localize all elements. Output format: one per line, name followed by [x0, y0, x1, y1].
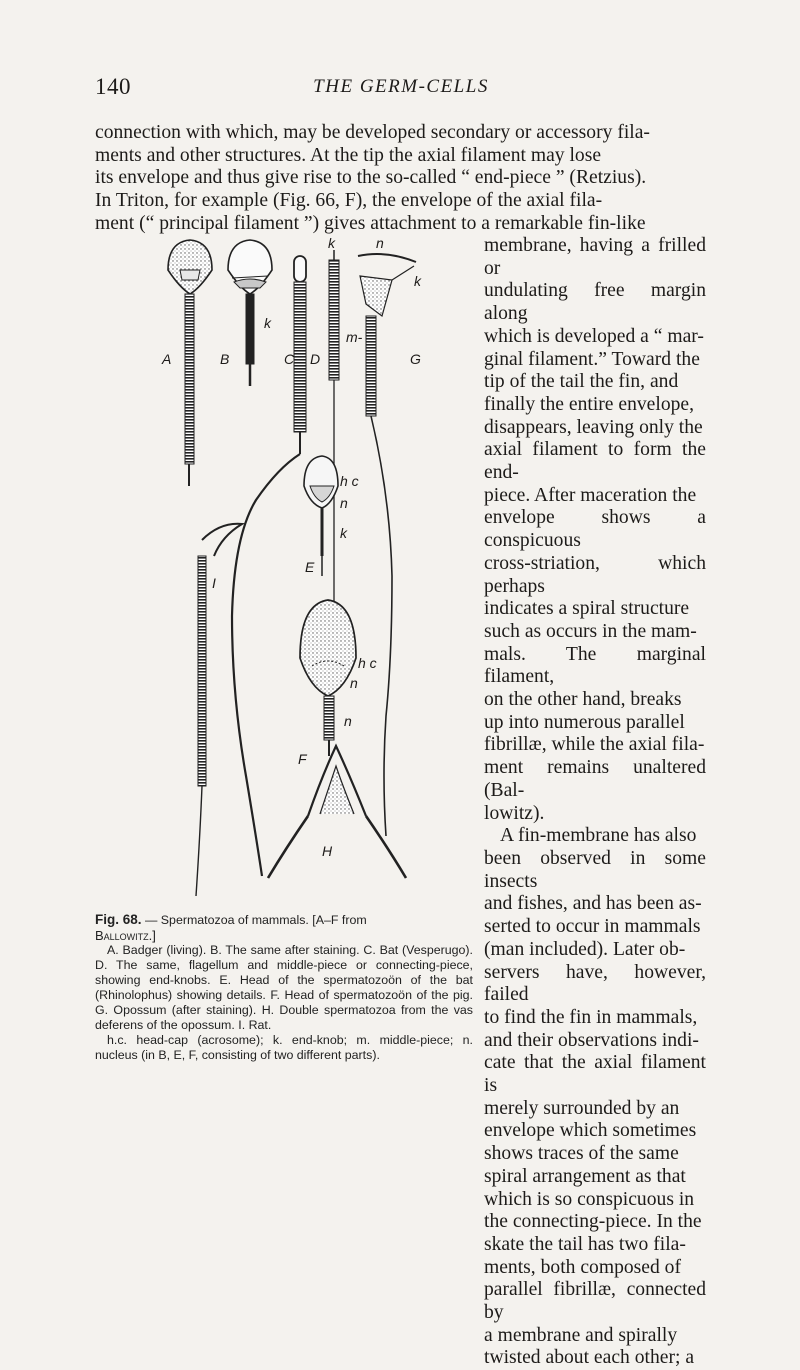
text-line: which is so conspicuous in: [484, 1188, 695, 1210]
text-line: shows traces of the same: [484, 1143, 679, 1165]
text-line: undulating free margin along: [484, 280, 706, 325]
figure-68-spermatozoa: [160, 236, 480, 898]
label-n-top: n: [376, 236, 384, 251]
label-k: k: [264, 315, 271, 331]
text-line: A fin-membrane has also: [500, 825, 697, 847]
text-line: twisted about each other; a: [484, 1347, 695, 1369]
text-line: skate the tail has two fila-: [484, 1233, 686, 1255]
caption-fig-label: Fig. 68.: [95, 912, 142, 927]
text-line: membrane, having a frilled or: [484, 235, 706, 279]
label-hc-f: h c: [358, 655, 377, 671]
text-line: In Triton, for example (Fig. 66, F), the envelope of the axial fila-: [95, 190, 603, 212]
intro-paragraph: [95, 122, 707, 236]
page-header: [95, 74, 707, 104]
text-line: such as occurs in the mam-: [484, 620, 697, 642]
text-line: tip of the tail the fin, and: [484, 371, 679, 393]
text-line: ment remains unaltered (Bal-: [484, 757, 706, 801]
text-line: a membrane and spirally: [484, 1324, 678, 1346]
spermatozoon-c: [232, 256, 306, 876]
text-line: connection with which, may be developed secondary or accessory fila-: [95, 122, 650, 143]
right-column-text: [484, 235, 706, 1370]
text-line: cate that the axial filament is: [484, 1052, 706, 1097]
text-line: the connecting-piece. In the: [484, 1211, 702, 1233]
label-d: D: [310, 351, 321, 367]
caption-body: A. Badger (living). B. The same after staining. C. Bat (Vesperugo). D. The same, flagellum and middle-piece or connecting-piece, showing end-knobs. E. Head of the spermatozoön of the bat (Rhinolophus) showing details. F. Head of spermatozoön of the pig. G. Opossum (after staining). H. Double spermatozoa from the vas deferens of the opossum. I. Rat.: [95, 943, 473, 1032]
spermatozoon-f: [300, 600, 356, 756]
label-k-top: k: [328, 236, 335, 251]
caption-title: [95, 912, 473, 928]
spermatozoon-e: [304, 456, 338, 576]
label-k-g: k: [414, 273, 421, 289]
text-line: disappears, leaving only the: [484, 416, 703, 438]
label-m: m-: [346, 329, 363, 345]
label-i: I: [212, 575, 216, 591]
text-line: cross-striation, which perhaps: [484, 552, 706, 597]
label-k-e: k: [340, 525, 347, 541]
running-title: THE GERM-CELLS: [313, 76, 489, 97]
figure-caption: [95, 912, 473, 1063]
text-line: axial filament to form the end-: [484, 439, 706, 484]
label-hc-e: h c: [340, 473, 359, 489]
text-line: servers have, however, failed: [484, 961, 706, 1006]
caption-legend: h.c. head-cap (acrosome); k. end-knob; m. middle-piece; n. nucleus (in B, E, F, consisting of two different parts).: [95, 1033, 473, 1062]
spermatozoon-g: [358, 254, 416, 836]
text-line: ments, both composed of: [484, 1256, 681, 1278]
text-line: envelope shows a conspicuous: [484, 507, 706, 552]
text-line: parallel fibrillæ, connected by: [484, 1279, 706, 1324]
label-b: B: [220, 351, 230, 367]
text-line: up into numerous parallel: [484, 711, 685, 733]
text-line: piece. After maceration the: [484, 484, 697, 506]
text-line: been observed in some insects: [484, 847, 706, 892]
text-line: ginal filament.” Toward the: [484, 348, 700, 370]
label-f: F: [298, 751, 307, 767]
caption-source: Ballowitz.]: [95, 928, 156, 943]
text-line: envelope which sometimes: [484, 1120, 697, 1142]
text-line: its envelope and thus give rise to the so-called “ end-piece ” (Retzius).: [95, 167, 647, 189]
text-line: on the other hand, breaks: [484, 689, 682, 711]
label-a: A: [162, 351, 172, 367]
label-g: G: [410, 351, 421, 367]
label-n-f2: n: [344, 713, 352, 729]
text-line: which is developed a “ mar-: [484, 325, 704, 347]
text-line: to find the fin in mammals,: [484, 1006, 698, 1028]
text-line: and their observations indi-: [484, 1029, 699, 1051]
label-h: H: [322, 843, 333, 859]
text-line: lowitz).: [484, 802, 545, 824]
text-line: finally the entire envelope,: [484, 393, 695, 415]
text-line: serted to occur in mammals: [484, 916, 701, 938]
text-line: and fishes, and has been as-: [484, 893, 702, 915]
text-line: mals. The marginal filament,: [484, 643, 706, 688]
label-e: E: [305, 559, 315, 575]
text-line: ment (“ principal filament ”) gives attachment to a remarkable fin-like: [95, 212, 646, 234]
spermatozoon-b: [228, 240, 272, 386]
text-line: spiral arrangement as that: [484, 1165, 686, 1187]
text-line: (man included). Later ob-: [484, 938, 686, 960]
page-number: 140: [95, 74, 131, 99]
text-line: ments and other structures. At the tip the axial filament may lose: [95, 144, 602, 166]
spermatozoon-a: [168, 240, 212, 486]
label-c: C: [284, 351, 295, 367]
label-n-e: n: [340, 495, 348, 511]
text-line: merely surrounded by an: [484, 1097, 680, 1119]
text-line: indicates a spiral structure: [484, 598, 690, 620]
spermatozoon-d: [329, 250, 339, 616]
text-line: fibrillæ, while the axial fila-: [484, 734, 705, 756]
spermatozoa-illustration: [160, 236, 480, 898]
label-n-f: n: [350, 675, 358, 691]
caption-title-text: — Spermatozoa of mammals. [A–F from: [141, 913, 367, 927]
